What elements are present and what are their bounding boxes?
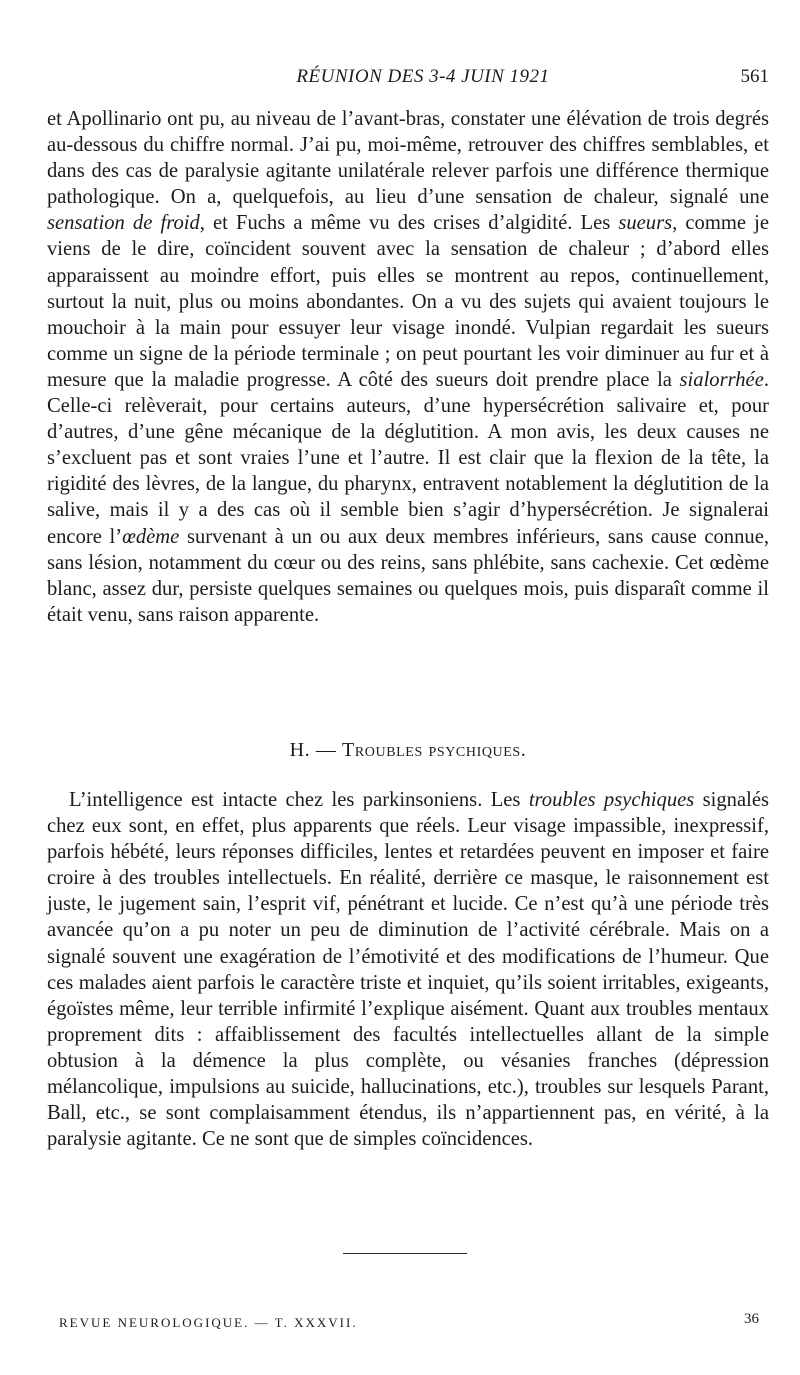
paragraph-text (47, 106, 769, 628)
paragraph-troubles-psychiques (47, 787, 769, 1152)
emphasis-sialorrhee: sialorrhée (679, 368, 764, 391)
document-page (47, 0, 769, 1375)
paragraph-continued (47, 106, 769, 628)
text-run: , et Fuchs a même vu des crises d’algidité. Les (199, 212, 619, 235)
text-run: et Apollinario ont pu, au niveau de l’avant-bras, constater une élévation de trois degrés au-dessous du chiffre normal. J’ai pu, moi-même, retrouver des chiffres semblables, et dans des cas de paralysie agitante unilatérale relever parfois une différence thermique pathologique. On a, quelquefois, au lieu d’une sensation de chaleur, signalé une (47, 108, 769, 209)
text-run: L’intelligence est intacte chez les parkinsoniens. Les (69, 789, 529, 811)
end-rule (343, 1253, 467, 1254)
running-head-title: RÉUNION DES 3-4 JUIN 1921 (296, 66, 550, 87)
text-run: , comme je viens de le dire, coïncident souvent avec la sensation de chaleur ; d’abord elles apparaissent au moindre effort, puis elles se montrent au repos, continuellement, surtout la nuit, plus ou moins abondantes. On a vu des sujets qui avaient toujours le mouchoir à la main pour essuyer leur visage inondé. Vulpian regardait les sueurs comme un signe de la période terminale ; on peut pourtant les voir diminuer au fur et à mesure que la maladie progresse. A côté des sueurs doit prendre place la (47, 212, 769, 391)
section-prefix: H. — (289, 739, 343, 761)
paragraph-text (47, 787, 769, 1152)
journal-signature: REVUE NEUROLOGIQUE. — T. XXXVII. (59, 1315, 358, 1330)
text-run: . Celle-ci relèverait, pour certains auteurs, d’une hypersécrétion salivaire et, pour d’autres, d’une gêne mécanique de la déglutition. A mon avis, les deux causes ne s’excluent pas et sont vraies l’une et l’autre. Il est clair que la flexion de la tête, la rigidité des lèvres, de la langue, du pharynx, entravent notablement la déglutition de la salive, mais il y a des cas où il semble bien s’agir d’hypersécrétion. Je signalerai encore l’ (47, 368, 769, 548)
section-heading (47, 739, 769, 762)
emphasis-sensation-de-froid: sensation de froid (47, 212, 200, 235)
running-head (47, 66, 769, 92)
text-run: signalés chez eux sont, en effet, plus apparents que réels. Leur visage impassible, inexpressif, parfois hébété, leurs réponses difficiles, lentes et retardées peuvent en imposer et faire croire à des troubles intellectuels. En réalité, derrière ce masque, le raisonnement est juste, le jugement sain, l’esprit vif, pénétrant et lucide. Ce n’est qu’à une période très avancée qu’on a pu noter un peu de diminution de l’activité cérébrale. Mais on a signalé souvent une exagération de l’émotivité et des modifications de l’humeur. Que ces malades aient parfois le caractère triste et inquiet, qu’ils soient irritables, exigeants, égoïstes même, leur terrible infirmité l’explique aisément. Quant aux troubles mentaux proprement dits : affaiblissement des facultés intellectuelles allant de la simple obtusion à la démence la plus complète, ou vésanies franches (dépression mélancolique, impulsions au suicide, hallucinations, etc.), troubles sur lesquels Parant, Ball, etc., se sont complaisamment étendus, ils n’appartiennent pas, en vérité, à la paralysie agitante. Ce ne sont que de simples coïncidences. (47, 789, 769, 1151)
sheet-signature: 36 (744, 1311, 759, 1327)
emphasis-sueurs: sueurs (618, 212, 673, 235)
emphasis-oedeme: œdème (122, 525, 180, 548)
section-title: Troubles psychiques. (342, 739, 527, 761)
emphasis-troubles-psychiques: troubles psychiques (528, 789, 695, 811)
text-run: survenant à un ou aux deux membres inférieurs, sans cause connue, sans lésion, notamment du cœur ou des reins, sans phlébite, sans cachexie. Cet œdème blanc, assez dur, persiste quelques semaines ou quelques mois, puis disparaît comme il était venu, sans raison apparente. (47, 525, 769, 626)
page-number: 561 (740, 66, 769, 87)
page-footer (47, 1311, 769, 1335)
